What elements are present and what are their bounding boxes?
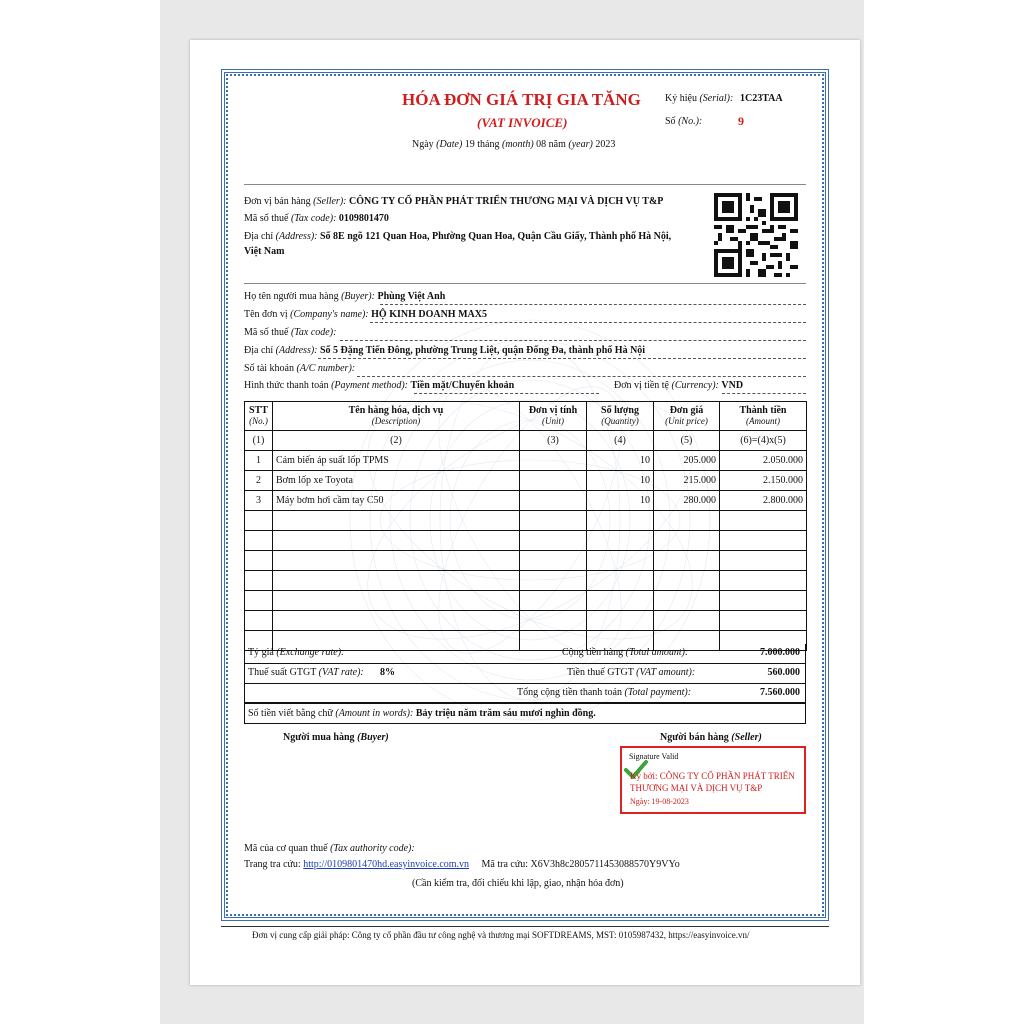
col-header-no: STT (No.) xyxy=(245,402,273,431)
total-amount-label: Cộng tiền hàng (Total amount): xyxy=(562,647,689,658)
totals-row-vat xyxy=(245,664,805,684)
dotted-line xyxy=(370,322,806,323)
tax-authority-code: Mã của cơ quan thuế (Tax authority code): xyxy=(244,843,415,854)
seller-address-row: Địa chỉ (Address): Số 8E ngõ 121 Quan Hoa, Phường Quan Hoa, Quận Cầu Giấy, Thành phố Hà Nội, xyxy=(244,231,672,242)
dotted-line xyxy=(340,340,806,341)
serial-value: 1C23TAA xyxy=(740,93,783,104)
empty-row xyxy=(245,511,807,531)
total-payment-value: 7.560.000 xyxy=(760,687,800,698)
serial-label: Ký hiệu (Serial): xyxy=(665,93,734,104)
totals-row-payment xyxy=(245,684,805,703)
col-header-unit: Đơn vị tính (Unit) xyxy=(520,402,587,431)
totals-box xyxy=(244,644,806,704)
buyer-account-row: Số tài khoản (A/C number): xyxy=(244,363,356,374)
left-margin xyxy=(0,0,160,1024)
total-payment-label: Tổng cộng tiền thanh toán (Total payment): xyxy=(517,687,692,698)
totals-row-amount xyxy=(245,644,805,664)
buyer-tax-row: Mã số thuế (Tax code): xyxy=(244,327,337,338)
empty-row xyxy=(245,611,807,631)
vat-rate-value: 8% xyxy=(380,667,395,678)
signed-date: Ngày: 19-08-2023 xyxy=(630,797,689,806)
empty-row xyxy=(245,531,807,551)
vat-amount-label: Tiền thuế GTGT (VAT amount): xyxy=(567,667,696,678)
vat-amount-value: 560.000 xyxy=(767,667,800,678)
seller-signature-label: Người bán hàng (Seller) xyxy=(660,732,762,743)
buyer-name-row: Họ tên người mua hàng (Buyer): Phùng Việt Anh xyxy=(244,291,446,302)
lookup-link[interactable]: http://0109801470hd.easyinvoice.com.vn xyxy=(303,859,470,870)
col-header-unit-price: Đơn giá (Unit price) xyxy=(654,402,720,431)
table-header-row xyxy=(245,402,807,431)
empty-row xyxy=(245,591,807,611)
number-label: Số (No.): xyxy=(665,116,703,127)
signed-by-line2: THƯƠNG MẠI VÀ DỊCH VỤ T&P xyxy=(630,783,763,793)
provider-line: Đơn vị cung cấp giải pháp: Công ty cổ phần đầu tư công nghệ và thương mại SOFTDREAMS, MST: 0105987432, https://easyinvoice.vn/ xyxy=(252,930,750,940)
col-header-amount: Thành tiền (Amount) xyxy=(720,402,807,431)
col-header-description: Tên hàng hóa, dịch vụ (Description) xyxy=(273,402,520,431)
buyer-payment-row: Hình thức thanh toán (Payment method): Tiền mặt/Chuyển khoản xyxy=(244,380,515,391)
divider xyxy=(244,283,806,284)
dotted-line xyxy=(414,393,599,394)
table-row: 3 Máy bơm hơi cầm tay C50 10 280.000 2.800.000 xyxy=(245,491,807,511)
items-table xyxy=(244,401,807,651)
buyer-signature-label: Người mua hàng (Buyer) xyxy=(283,732,389,743)
dotted-line xyxy=(380,304,806,305)
qr-code xyxy=(714,193,798,277)
signature-valid-text: Signature Valid xyxy=(629,752,679,761)
divider xyxy=(244,184,806,185)
divider xyxy=(221,926,829,927)
signed-by-line1: Ký bởi: CÔNG TY CỔ PHẦN PHÁT TRIỂN xyxy=(630,771,795,781)
invoice-subtitle: (VAT INVOICE) xyxy=(477,115,568,130)
seller-address-line2: Việt Nam xyxy=(244,246,285,257)
lookup-row: Trang tra cứu: http://0109801470hd.easyinvoice.com.vn Mã tra cứu: X6V3h8c2805711453088570Y9VYo xyxy=(244,859,680,870)
dotted-line xyxy=(318,358,806,359)
invoice-title: HÓA ĐƠN GIÁ TRỊ GIA TĂNG xyxy=(402,90,641,109)
invoice-date: Ngày (Date) 19 tháng (month) 08 năm (year) 2023 xyxy=(412,139,616,150)
dotted-line xyxy=(722,393,806,394)
dotted-line xyxy=(357,376,806,377)
index-row: (1) (2) (3) (4) (5) (6)=(4)x(5) xyxy=(245,431,807,451)
amount-in-words-box xyxy=(244,702,806,724)
table-row: 1 Cảm biến áp suất lốp TPMS 10 205.000 2.050.000 xyxy=(245,451,807,471)
amount-in-words: Số tiền viết bằng chữ (Amount in words): Bảy triệu năm trăm sáu mươi nghìn đồng. xyxy=(248,708,596,719)
buyer-company-row: Tên đơn vị (Company's name): HỘ KINH DOANH MAX5 xyxy=(244,309,487,320)
currency-row: Đơn vị tiền tệ (Currency): VND xyxy=(614,380,744,391)
vat-rate-label: Thuế suất GTGT (VAT rate): xyxy=(248,667,364,678)
table-row: 2 Bơm lốp xe Toyota 10 215.000 2.150.000 xyxy=(245,471,807,491)
verification-note: (Cần kiểm tra, đối chiếu khi lập, giao, nhận hóa đơn) xyxy=(412,878,624,889)
buyer-address-row: Địa chỉ (Address): Số 5 Đặng Tiến Đông, phường Trung Liệt, quận Đống Đa, thành phố Hà Nội xyxy=(244,345,646,356)
seller-tax-row: Mã số thuế (Tax code): 0109801470 xyxy=(244,213,389,224)
exchange-rate-label: Tỷ giá (Exchange rate): xyxy=(248,647,345,658)
col-header-quantity: Số lượng (Quantity) xyxy=(587,402,654,431)
total-amount-value: 7.000.000 xyxy=(760,647,800,658)
empty-row xyxy=(245,571,807,591)
empty-row xyxy=(245,551,807,571)
number-value: 9 xyxy=(738,114,744,128)
seller-name-row: Đơn vị bán hàng (Seller): CÔNG TY CỔ PHẦN PHÁT TRIỂN THƯƠNG MẠI VÀ DỊCH VỤ T&P xyxy=(244,196,664,207)
